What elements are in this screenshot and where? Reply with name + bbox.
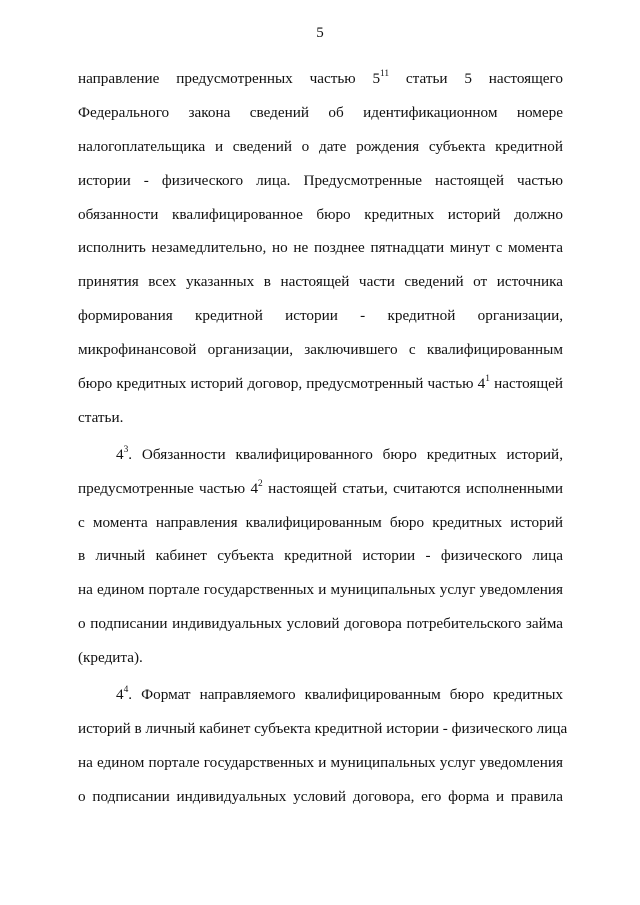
text-line: микрофинансовой организации, заключившего с квалифицированным — [78, 341, 563, 359]
text-line: обязанности квалифицированное бюро кредитных историй должно — [78, 205, 563, 223]
text-line: направление предусмотренных частью $5^{11}$ статьи 5 настоящего — [78, 69, 563, 87]
text-line: принятия всех указанных в настоящей части сведений от источника — [78, 273, 563, 291]
text-line: исполнить незамедлительно, но не позднее пятнадцати минут с момента — [78, 239, 563, 257]
text-line: налогоплательщика и сведений о дате рождения субъекта кредитной — [78, 137, 563, 155]
text-line: предусмотренные частью $4^2$ настоящей статьи, считаются исполненными — [78, 478, 564, 497]
superscript: 1 — [485, 374, 490, 385]
superscript: 2 — [258, 478, 263, 489]
superscript: 4 — [123, 685, 129, 696]
text-line: Федерального закона сведений об идентификационном номере — [78, 103, 563, 121]
text-line: (кредита). — [78, 649, 143, 667]
paragraph-continuation — [78, 62, 563, 435]
superscript: 11 — [380, 69, 390, 79]
text-line: $4^4$. Формат направляемого квалифицированным бюро кредитных — [116, 685, 563, 704]
body-text — [78, 62, 568, 814]
paragraph-4-3 — [78, 438, 563, 675]
text-line: о подписании индивидуальных условий договора потребительского займа — [78, 615, 563, 633]
text-line: историй в личный кабинет субъекта кредитной истории - физического лица — [78, 719, 568, 737]
text-line: бюро кредитных историй договор, предусмотренный частью $4^1$ настоящей — [78, 374, 564, 393]
text-line: с момента направления квалифицированным бюро кредитных историй — [78, 513, 563, 531]
text-line: на едином портале государственных и муниципальных услуг уведомления — [78, 753, 563, 771]
text-line: на едином портале государственных и муниципальных услуг уведомления — [78, 581, 563, 599]
text-line: в личный кабинет субъекта кредитной истории - физического лица — [78, 547, 563, 565]
text-line: $4^3$. Обязанности квалифицированного бюро кредитных историй, — [116, 444, 563, 463]
page-number: 5 — [316, 25, 324, 41]
text-line: статьи. — [78, 408, 124, 426]
text-line: о подписании индивидуальных условий договора, его форма и правила — [78, 787, 563, 805]
superscript: 3 — [123, 444, 129, 455]
text-line: истории - физического лица. Предусмотренные настоящей частью — [78, 171, 563, 189]
paragraph-4-4 — [78, 678, 568, 814]
text-line: формирования кредитной истории - кредитной организации, — [78, 307, 563, 325]
